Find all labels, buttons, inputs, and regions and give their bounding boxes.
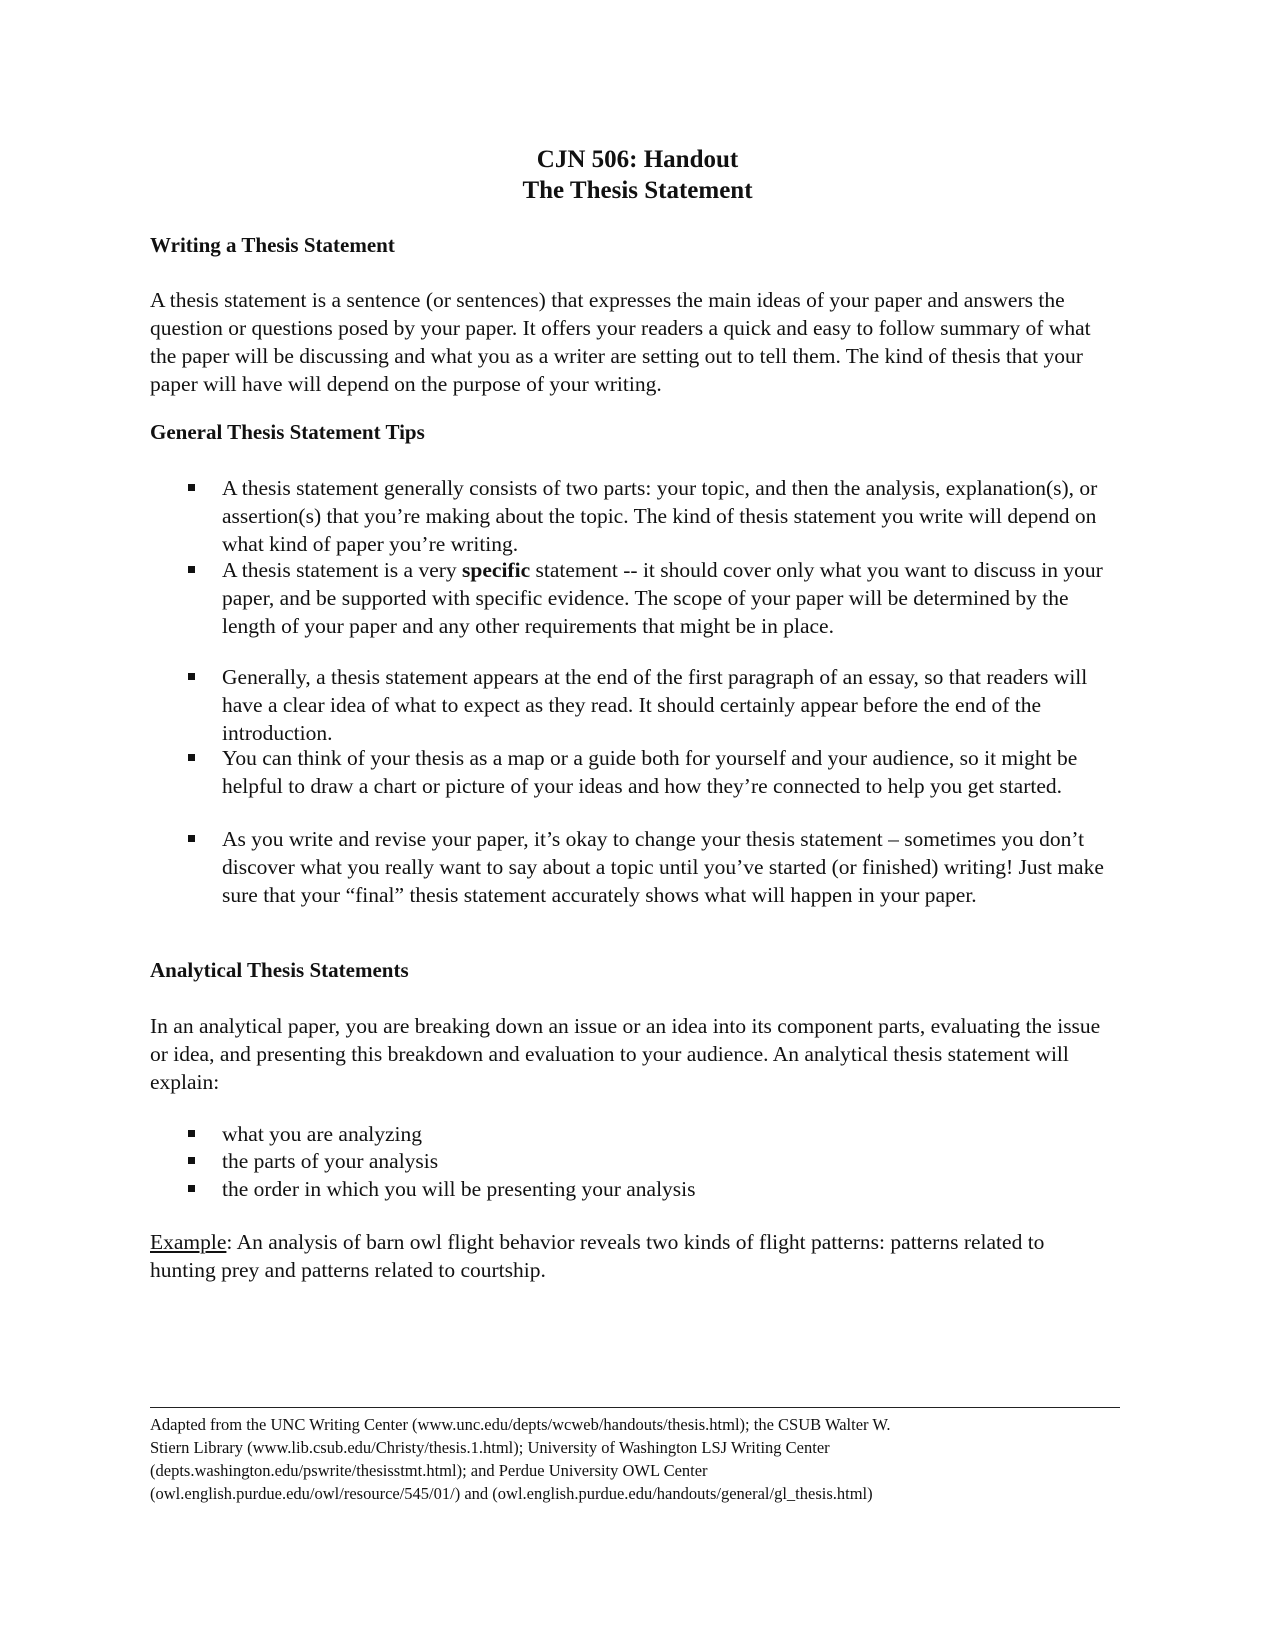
example-paragraph <box>150 1228 1115 1284</box>
tip-bold-word: specific <box>462 558 531 582</box>
footnote-line: Stiern Library (www.lib.csub.edu/Christy/thesis.1.html); University of Washington LSJ Writing Center <box>150 1438 830 1457</box>
footnote-line: (depts.washington.edu/pswrite/thesisstmt.html); and Perdue University OWL Center <box>150 1461 708 1480</box>
tip-text: A thesis statement generally consists of two parts: your topic, and then the analysis, explanation(s), or assertion(s) that you’re making about the topic. The kind of thesis statement you write will depend on what kind of paper you’re writing. <box>222 476 1098 556</box>
tip-item <box>222 663 1122 747</box>
tip-text: You can think of your thesis as a map or a guide both for yourself and your audience, so it might be helpful to draw a chart or picture of your ideas and how they’re connected to help you get started. <box>222 746 1078 798</box>
analysis-text: what you are analyzing <box>222 1122 422 1146</box>
bullet-icon <box>188 835 195 842</box>
section-heading-analytical: Analytical Thesis Statements <box>150 958 409 982</box>
example-label: Example <box>150 1230 227 1254</box>
analysis-item <box>222 1175 1122 1203</box>
analysis-item <box>222 1147 1122 1175</box>
tip-item <box>222 744 1122 800</box>
intro-paragraph: A thesis statement is a sentence (or sentences) that expresses the main ideas of your paper and answers the question or questions posed by your paper. It offers your readers a quick and easy to follow summary of what the paper will be discussing and what you as a writer are setting out to tell them. The kind of thesis that your paper will have will depend on the purpose of your writing. <box>150 288 1091 396</box>
footnote-line: Adapted from the UNC Writing Center (www.unc.edu/depts/wcweb/handouts/thesis.html); the CSUB Walter W. <box>150 1415 891 1434</box>
analytical-paragraph: In an analytical paper, you are breaking down an issue or an idea into its component parts, evaluating the issue or idea, and presenting this breakdown and evaluation to your audience. An analytical thesis statement will explain: <box>150 1014 1101 1094</box>
analysis-text: the parts of your analysis <box>222 1149 439 1173</box>
tip-item <box>222 556 1122 640</box>
bullet-icon <box>188 1185 195 1192</box>
section-heading-tips: General Thesis Statement Tips <box>150 420 425 444</box>
footnote-divider <box>150 1407 1120 1408</box>
bullet-icon <box>188 484 195 491</box>
analysis-text: the order in which you will be presenting your analysis <box>222 1177 696 1201</box>
tip-item <box>222 825 1122 909</box>
bullet-icon <box>188 1130 195 1137</box>
bullet-icon <box>188 566 195 573</box>
tip-text: Generally, a thesis statement appears at the end of the first paragraph of an essay, so that readers will have a clear idea of what to expect as they read. It should certainly appear before the end of the introduction. <box>222 665 1088 745</box>
footnote <box>150 1413 1130 1505</box>
section-heading-writing: Writing a Thesis Statement <box>150 233 395 257</box>
tip-text-after: statement -- it should cover only what you want to discuss in your paper, and be supported with specific evidence. The scope of your paper will be determined by the length of your paper and any other requirements that might be in place. <box>222 558 1103 638</box>
tip-item <box>222 474 1122 558</box>
document-subtitle: The Thesis Statement <box>522 177 753 204</box>
bullet-icon <box>188 754 195 761</box>
analysis-item <box>222 1120 1122 1148</box>
tip-text-before: A thesis statement is a very <box>222 558 463 582</box>
tip-text: As you write and revise your paper, it’s okay to change your thesis statement – sometimes you don’t discover what you really want to say about a topic until you’ve started (or finished) writing! Just make sure that your “final” thesis statement accurately shows what will happen in your paper. <box>222 827 1104 907</box>
footnote-line: (owl.english.purdue.edu/owl/resource/545/01/) and (owl.english.purdue.edu/handouts/general/gl_thesis.html) <box>150 1484 873 1503</box>
example-text: : An analysis of barn owl flight behavior reveals two kinds of flight patterns: patterns related to hunting prey and patterns related to courtship. <box>150 1230 1045 1282</box>
bullet-icon <box>188 673 195 680</box>
document-title: CJN 506: Handout <box>536 146 739 173</box>
bullet-icon <box>188 1157 195 1164</box>
